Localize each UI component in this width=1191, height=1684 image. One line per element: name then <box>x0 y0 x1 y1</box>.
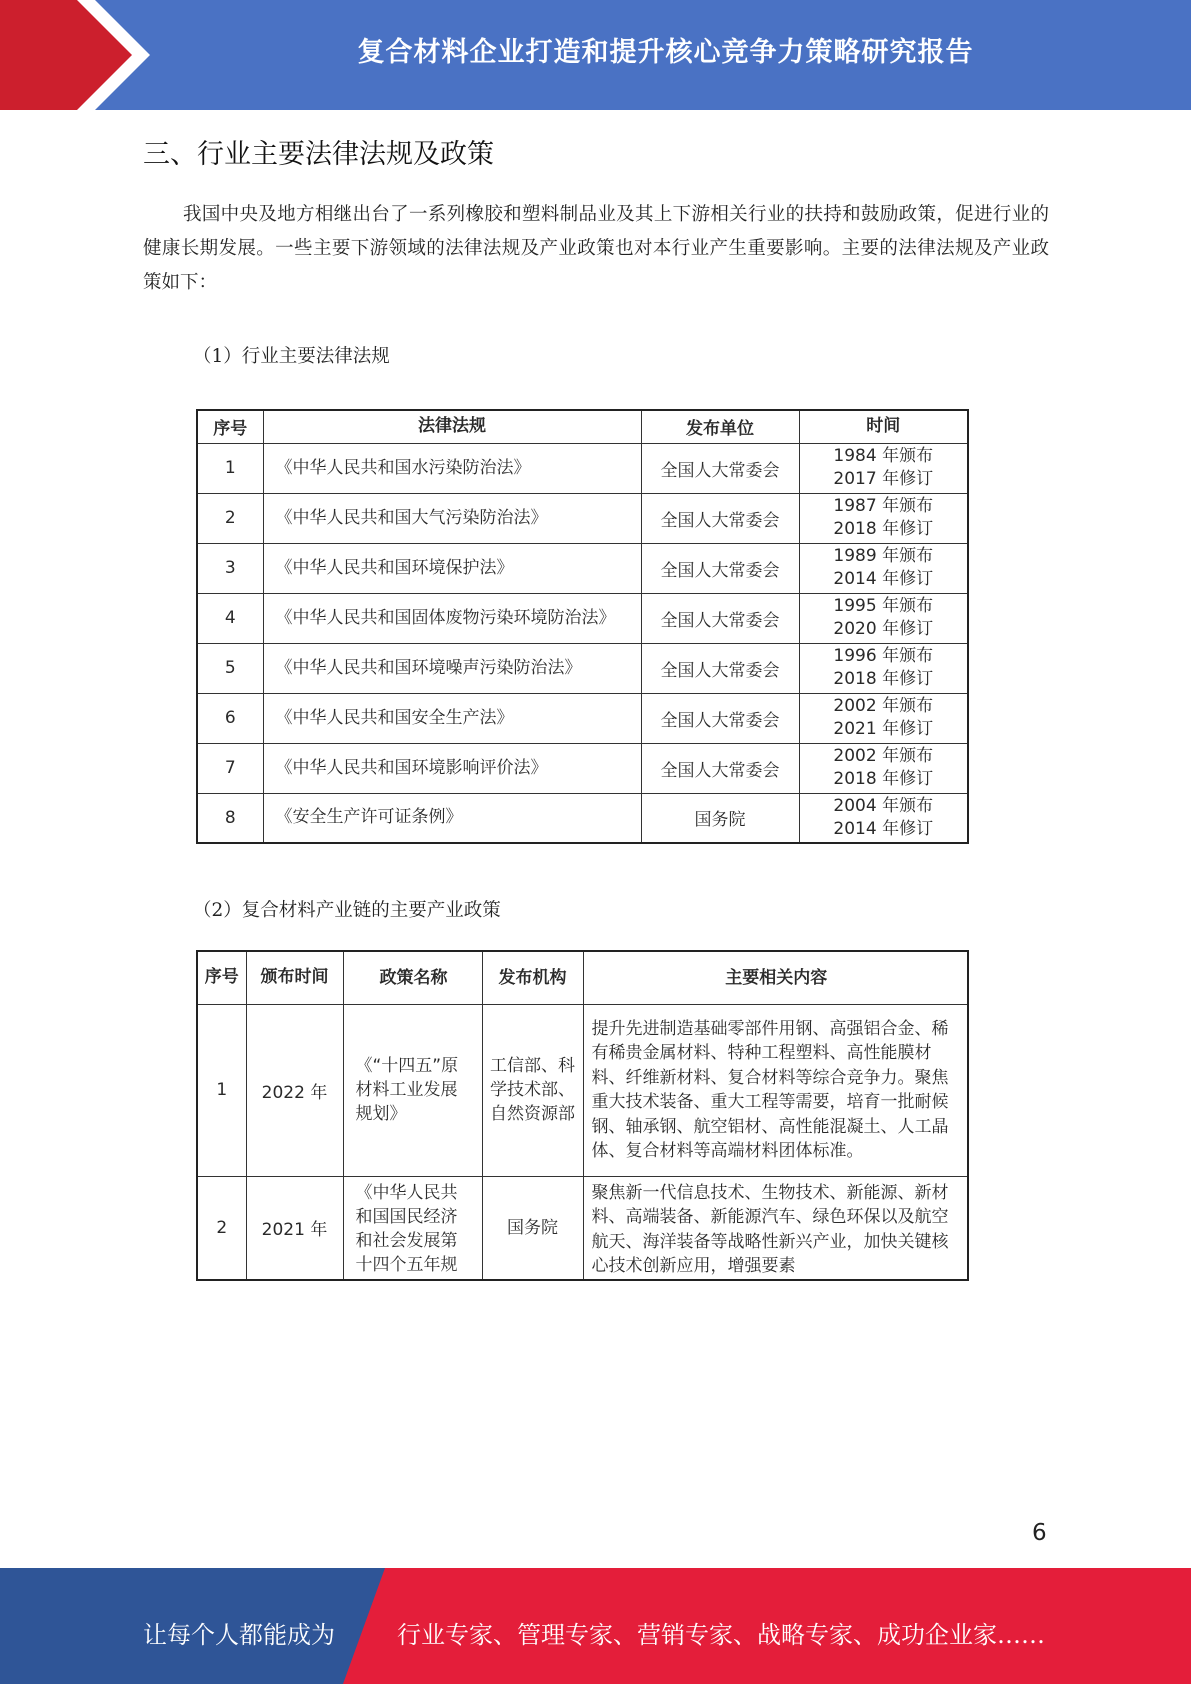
row-no: 1 <box>197 1004 246 1176</box>
intro-paragraph: 我国中央及地方相继出台了一系列橡胶和塑料制品业及其上下游相关行业的扶持和鼓励政策，促进行业的健康长期发展。一些主要下游领域的法律法规及产业政策也对本行业产生重要影响。主要的法律法规及产业政策如下： <box>143 204 1049 293</box>
time-revised: 2018 年修订 <box>833 669 934 689</box>
report-title: 复合材料企业打造和提升核心竞争力策略研究报告 <box>357 37 974 68</box>
col-header-no: 序号 <box>197 951 246 1004</box>
table-row <box>197 443 968 493</box>
time-revised: 2018 年修订 <box>833 769 934 789</box>
row-time <box>799 643 968 693</box>
row-time <box>799 743 968 793</box>
col-header-year: 颁布时间 <box>246 951 343 1004</box>
row-law: 《中华人民共和国环境影响评价法》 <box>263 743 641 793</box>
laws-table <box>196 409 969 844</box>
policy-text: 《中华人民共和国国民经济和社会发展第十四个五年规 <box>355 1182 458 1275</box>
footer-slogan-right: 行业专家、管理专家、营销专家、战略专家、成功企业家…… <box>397 1621 1045 1649</box>
row-no: 3 <box>197 543 263 593</box>
time-issued: 2004 年颁布 <box>833 795 934 816</box>
row-time <box>799 493 968 543</box>
chevron-arrow-icon <box>0 0 160 110</box>
time-issued: 1987 年颁布 <box>833 496 934 516</box>
row-law: 《中华人民共和国水污染防治法》 <box>263 443 641 493</box>
col-header-policy: 政策名称 <box>343 951 482 1004</box>
row-no: 4 <box>197 593 263 643</box>
time-issued: 2002 年颁布 <box>833 696 934 716</box>
table-row <box>197 643 968 693</box>
time-revised: 2014 年修订 <box>833 818 934 839</box>
row-dept: 全国人大常委会 <box>641 543 799 593</box>
row-law: 《中华人民共和国安全生产法》 <box>263 693 641 743</box>
row-no: 2 <box>197 1176 246 1280</box>
row-no: 7 <box>197 743 263 793</box>
row-dept: 国务院 <box>641 793 799 843</box>
section-heading: 三、行业主要法律法规及政策 <box>143 139 494 170</box>
row-time <box>799 693 968 743</box>
row-policy <box>343 1176 482 1280</box>
row-no: 8 <box>197 793 263 843</box>
row-time <box>799 443 968 493</box>
table-header-row <box>197 410 968 443</box>
table-row <box>197 1004 968 1176</box>
row-law: 《中华人民共和国大气污染防治法》 <box>263 493 641 543</box>
time-revised: 2021 年修订 <box>833 719 934 739</box>
row-no: 6 <box>197 693 263 743</box>
table-header-row <box>197 951 968 1004</box>
row-time <box>799 593 968 643</box>
row-org: 工信部、科学技术部、自然资源部 <box>482 1004 583 1176</box>
table-row <box>197 693 968 743</box>
col-header-law: 法律法规 <box>263 410 641 443</box>
row-no: 2 <box>197 493 263 543</box>
row-time <box>799 543 968 593</box>
content-text: 聚焦新一代信息技术、生物技术、新能源、新材料、高端装备、新能源汽车、绿色环保以及航空航天、海洋装备等战略性新兴产业，加快关键核心技术创新应用，增强要素 <box>591 1182 949 1276</box>
row-no: 5 <box>197 643 263 693</box>
time-issued: 1984 年颁布 <box>833 446 934 466</box>
row-dept: 全国人大常委会 <box>641 443 799 493</box>
row-policy: 《“十四五”原材料工业发展规划》 <box>343 1004 482 1176</box>
time-revised: 2018 年修订 <box>833 519 934 539</box>
col-header-content: 主要相关内容 <box>583 951 968 1004</box>
row-no: 1 <box>197 443 263 493</box>
row-org: 国务院 <box>482 1176 583 1280</box>
table-row <box>197 593 968 643</box>
row-dept: 全国人大常委会 <box>641 693 799 743</box>
table-row <box>197 1176 968 1280</box>
time-issued: 1989 年颁布 <box>833 546 934 566</box>
row-law: 《中华人民共和国固体废物污染环境防治法》 <box>263 593 641 643</box>
time-revised: 2014 年修订 <box>833 569 934 589</box>
table-row <box>197 543 968 593</box>
time-issued: 1996 年颁布 <box>833 646 934 666</box>
table-row <box>197 493 968 543</box>
row-content: 提升先进制造基础零部件用钢、高强铝合金、稀有稀贵金属材料、特种工程塑料、高性能膜材料、纤维新材料、复合材料等综合竞争力。聚焦重大技术装备、重大工程等需要，培育一批耐候钢、轴承钢、航空铝材、高性能混凝土、人工晶体、复合材料等高端材料团体标准。 <box>583 1004 968 1176</box>
row-dept: 全国人大常委会 <box>641 643 799 693</box>
col-header-dept: 发布单位 <box>641 410 799 443</box>
row-year: 2021 年 <box>246 1176 343 1280</box>
row-time <box>799 793 968 843</box>
row-year: 2022 年 <box>246 1004 343 1176</box>
table-row <box>197 743 968 793</box>
subheading-policies: （2）复合材料产业链的主要产业政策 <box>193 900 501 921</box>
time-revised: 2017 年修订 <box>833 469 934 489</box>
col-header-time: 时间 <box>799 410 968 443</box>
row-dept: 全国人大常委会 <box>641 593 799 643</box>
subheading-laws: （1）行业主要法律法规 <box>193 346 390 367</box>
policies-table <box>196 950 969 1281</box>
time-issued: 2002 年颁布 <box>833 746 934 766</box>
footer-band <box>0 1568 1191 1684</box>
row-law: 《中华人民共和国环境保护法》 <box>263 543 641 593</box>
row-law: 《安全生产许可证条例》 <box>263 793 641 843</box>
time-issued: 1995 年颁布 <box>833 596 934 616</box>
footer-slogan-left: 让每个人都能成为 <box>143 1621 335 1649</box>
col-header-no: 序号 <box>197 410 263 443</box>
row-dept: 全国人大常委会 <box>641 493 799 543</box>
table-row <box>197 793 968 843</box>
time-revised: 2020 年修订 <box>833 619 934 639</box>
row-dept: 全国人大常委会 <box>641 743 799 793</box>
row-law: 《中华人民共和国环境噪声污染防治法》 <box>263 643 641 693</box>
col-header-org: 发布机构 <box>482 951 583 1004</box>
page-number: 6 <box>1032 1520 1047 1546</box>
row-content <box>583 1176 968 1280</box>
header-band <box>0 0 1191 110</box>
